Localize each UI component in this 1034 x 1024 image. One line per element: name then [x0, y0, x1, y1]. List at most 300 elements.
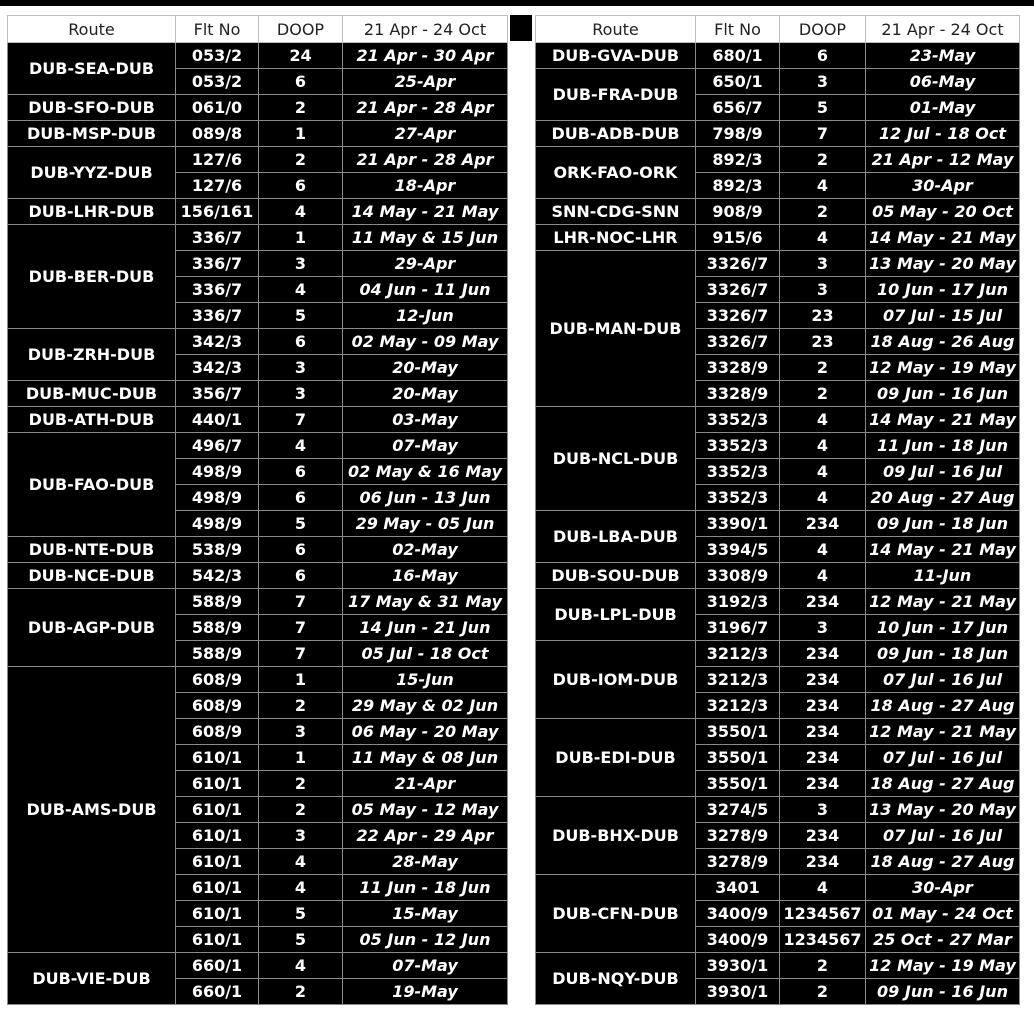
table-row [536, 225, 1020, 251]
flight-number-cell: 3328/9 [696, 381, 780, 407]
column-divider [510, 15, 532, 41]
table-row [536, 563, 1020, 589]
doop-cell: 4 [780, 173, 866, 199]
date-range-cell: 29 May - 05 Jun [343, 511, 508, 537]
doop-cell: 234 [780, 719, 866, 745]
date-range-cell: 03-May [343, 407, 508, 433]
date-range-cell: 09 Jun - 16 Jun [866, 381, 1020, 407]
doop-cell: 2 [780, 199, 866, 225]
doop-cell: 1 [259, 225, 343, 251]
route-cell: DUB-NCE-DUB [8, 563, 176, 589]
date-range-cell: 07-May [343, 953, 508, 979]
doop-cell: 7 [259, 589, 343, 615]
route-cell: DUB-BHX-DUB [536, 797, 696, 875]
route-cell: DUB-LBA-DUB [536, 511, 696, 563]
doop-cell: 7 [259, 641, 343, 667]
date-range-cell: 16-May [343, 563, 508, 589]
header-flight-number: Flt No [176, 16, 259, 43]
date-range-cell: 22 Apr - 29 Apr [343, 823, 508, 849]
route-cell: DUB-NCL-DUB [536, 407, 696, 511]
flight-number-cell: 608/9 [176, 667, 259, 693]
route-cell: DUB-VIE-DUB [8, 953, 176, 1005]
date-range-cell: 01 May - 24 Oct [866, 901, 1020, 927]
date-range-cell: 18 Aug - 27 Aug [866, 693, 1020, 719]
date-range-cell: 11-Jun [866, 563, 1020, 589]
doop-cell: 4 [780, 563, 866, 589]
date-range-cell: 01-May [866, 95, 1020, 121]
table-row [536, 147, 1020, 173]
doop-cell: 4 [780, 225, 866, 251]
table-row [8, 667, 508, 693]
date-range-cell: 21 Apr - 28 Apr [343, 147, 508, 173]
doop-cell: 234 [780, 589, 866, 615]
route-cell: DUB-BER-DUB [8, 225, 176, 329]
date-range-cell: 09 Jun - 16 Jun [866, 979, 1020, 1005]
doop-cell: 2 [259, 979, 343, 1005]
flight-number-cell: 798/9 [696, 121, 780, 147]
flight-number-cell: 3196/7 [696, 615, 780, 641]
flight-number-cell: 3326/7 [696, 303, 780, 329]
flight-number-cell: 588/9 [176, 589, 259, 615]
date-range-cell: 11 Jun - 18 Jun [866, 433, 1020, 459]
flight-number-cell: 608/9 [176, 693, 259, 719]
route-cell: DUB-SFO-DUB [8, 95, 176, 121]
doop-cell: 2 [259, 95, 343, 121]
table-row [8, 589, 508, 615]
flight-number-cell: 053/2 [176, 43, 259, 69]
date-range-cell: 06-May [866, 69, 1020, 95]
doop-cell: 3 [259, 823, 343, 849]
flight-number-cell: 089/8 [176, 121, 259, 147]
doop-cell: 3 [259, 719, 343, 745]
flight-number-cell: 3401 [696, 875, 780, 901]
route-cell: DUB-CFN-DUB [536, 875, 696, 953]
route-cell: DUB-MUC-DUB [8, 381, 176, 407]
route-cell: DUB-MAN-DUB [536, 251, 696, 407]
route-cell: ORK-FAO-ORK [536, 147, 696, 199]
date-range-cell: 18 Aug - 27 Aug [866, 849, 1020, 875]
doop-cell: 6 [259, 69, 343, 95]
table-row [8, 381, 508, 407]
flight-number-cell: 498/9 [176, 459, 259, 485]
flight-number-cell: 3352/3 [696, 459, 780, 485]
route-cell: DUB-FRA-DUB [536, 69, 696, 121]
date-range-cell: 12 May - 21 May [866, 589, 1020, 615]
flight-number-cell: 3390/1 [696, 511, 780, 537]
date-range-cell: 06 May - 20 May [343, 719, 508, 745]
flight-number-cell: 156/161 [176, 199, 259, 225]
flight-number-cell: 3550/1 [696, 745, 780, 771]
flight-number-cell: 498/9 [176, 511, 259, 537]
doop-cell: 5 [259, 927, 343, 953]
flight-number-cell: 053/2 [176, 69, 259, 95]
route-cell: DUB-GVA-DUB [536, 43, 696, 69]
flight-number-cell: 3930/1 [696, 979, 780, 1005]
doop-cell: 4 [780, 875, 866, 901]
flight-number-cell: 610/1 [176, 875, 259, 901]
date-range-cell: 21 Apr - 28 Apr [343, 95, 508, 121]
route-cell: DUB-SEA-DUB [8, 43, 176, 95]
route-cell: DUB-SOU-DUB [536, 563, 696, 589]
route-cell: DUB-FAO-DUB [8, 433, 176, 537]
table-row [536, 199, 1020, 225]
doop-cell: 1234567 [780, 927, 866, 953]
route-cell: DUB-ATH-DUB [8, 407, 176, 433]
flight-number-cell: 610/1 [176, 745, 259, 771]
header-route: Route [536, 16, 696, 43]
right-schedule-table [535, 15, 1020, 1005]
date-range-cell: 30-Apr [866, 173, 1020, 199]
date-range-cell: 12 May - 19 May [866, 355, 1020, 381]
flight-number-cell: 3400/9 [696, 901, 780, 927]
date-range-cell: 18 Aug - 26 Aug [866, 329, 1020, 355]
table-row [536, 511, 1020, 537]
flight-number-cell: 3930/1 [696, 953, 780, 979]
date-range-cell: 25-Apr [343, 69, 508, 95]
date-range-cell: 11 Jun - 18 Jun [343, 875, 508, 901]
doop-cell: 2 [780, 979, 866, 1005]
date-range-cell: 02 May - 09 May [343, 329, 508, 355]
date-range-cell: 07 Jul - 16 Jul [866, 823, 1020, 849]
flight-number-cell: 342/3 [176, 329, 259, 355]
date-range-cell: 07 Jul - 15 Jul [866, 303, 1020, 329]
route-cell: DUB-ZRH-DUB [8, 329, 176, 381]
left-schedule-table [7, 15, 508, 1005]
table-row [536, 641, 1020, 667]
table-row [536, 69, 1020, 95]
flight-number-cell: 608/9 [176, 719, 259, 745]
table-row [8, 537, 508, 563]
doop-cell: 234 [780, 511, 866, 537]
flight-number-cell: 538/9 [176, 537, 259, 563]
flight-number-cell: 3192/3 [696, 589, 780, 615]
date-range-cell: 02 May & 16 May [343, 459, 508, 485]
flight-number-cell: 127/6 [176, 173, 259, 199]
date-range-cell: 15-May [343, 901, 508, 927]
header-doop: DOOP [259, 16, 343, 43]
doop-cell: 6 [259, 459, 343, 485]
date-range-cell: 10 Jun - 17 Jun [866, 615, 1020, 641]
doop-cell: 1 [259, 667, 343, 693]
flight-number-cell: 498/9 [176, 485, 259, 511]
flight-number-cell: 3394/5 [696, 537, 780, 563]
date-range-cell: 07 Jul - 16 Jul [866, 667, 1020, 693]
doop-cell: 6 [259, 485, 343, 511]
date-range-cell: 09 Jul - 16 Jul [866, 459, 1020, 485]
flight-number-cell: 3274/5 [696, 797, 780, 823]
doop-cell: 7 [780, 121, 866, 147]
doop-cell: 3 [780, 69, 866, 95]
table-row [8, 225, 508, 251]
date-range-cell: 18-Apr [343, 173, 508, 199]
date-range-cell: 15-Jun [343, 667, 508, 693]
flight-number-cell: 3278/9 [696, 823, 780, 849]
date-range-cell: 25 Oct - 27 Mar [866, 927, 1020, 953]
date-range-cell: 07 Jul - 16 Jul [866, 745, 1020, 771]
flight-number-cell: 127/6 [176, 147, 259, 173]
doop-cell: 2 [780, 147, 866, 173]
route-cell: DUB-NQY-DUB [536, 953, 696, 1005]
flight-number-cell: 3278/9 [696, 849, 780, 875]
doop-cell: 5 [259, 901, 343, 927]
table-row [536, 953, 1020, 979]
doop-cell: 6 [780, 43, 866, 69]
flight-number-cell: 892/3 [696, 147, 780, 173]
flight-number-cell: 660/1 [176, 979, 259, 1005]
route-cell: DUB-YYZ-DUB [8, 147, 176, 199]
flight-number-cell: 610/1 [176, 797, 259, 823]
flight-number-cell: 3352/3 [696, 407, 780, 433]
date-range-cell: 09 Jun - 18 Jun [866, 641, 1020, 667]
doop-cell: 2 [259, 693, 343, 719]
date-range-cell: 29 May & 02 Jun [343, 693, 508, 719]
table-row [8, 43, 508, 69]
flight-number-cell: 3326/7 [696, 251, 780, 277]
date-range-cell: 14 May - 21 May [866, 537, 1020, 563]
date-range-cell: 05 May - 20 Oct [866, 199, 1020, 225]
doop-cell: 234 [780, 641, 866, 667]
doop-cell: 23 [780, 303, 866, 329]
date-range-cell: 23-May [866, 43, 1020, 69]
doop-cell: 2 [780, 381, 866, 407]
date-range-cell: 30-Apr [866, 875, 1020, 901]
doop-cell: 4 [259, 875, 343, 901]
doop-cell: 6 [259, 173, 343, 199]
doop-cell: 3 [259, 355, 343, 381]
doop-cell: 234 [780, 745, 866, 771]
date-range-cell: 12 May - 21 May [866, 719, 1020, 745]
doop-cell: 4 [259, 277, 343, 303]
doop-cell: 7 [259, 615, 343, 641]
date-range-cell: 10 Jun - 17 Jun [866, 277, 1020, 303]
date-range-cell: 13 May - 20 May [866, 251, 1020, 277]
doop-cell: 2 [259, 797, 343, 823]
doop-cell: 4 [259, 849, 343, 875]
table-row [8, 407, 508, 433]
doop-cell: 4 [259, 433, 343, 459]
route-cell: DUB-MSP-DUB [8, 121, 176, 147]
table-row [536, 407, 1020, 433]
route-cell: SNN-CDG-SNN [536, 199, 696, 225]
doop-cell: 3 [780, 797, 866, 823]
doop-cell: 24 [259, 43, 343, 69]
flight-number-cell: 542/3 [176, 563, 259, 589]
date-range-cell: 14 May - 21 May [343, 199, 508, 225]
flight-number-cell: 656/7 [696, 95, 780, 121]
flight-number-cell: 3328/9 [696, 355, 780, 381]
doop-cell: 234 [780, 849, 866, 875]
table-row [8, 433, 508, 459]
doop-cell: 4 [259, 953, 343, 979]
route-cell: DUB-IOM-DUB [536, 641, 696, 719]
doop-cell: 4 [780, 485, 866, 511]
flight-number-cell: 3326/7 [696, 277, 780, 303]
route-cell: DUB-ADB-DUB [536, 121, 696, 147]
flight-number-cell: 908/9 [696, 199, 780, 225]
doop-cell: 3 [259, 381, 343, 407]
header-flight-number: Flt No [696, 16, 780, 43]
date-range-cell: 05 Jul - 18 Oct [343, 641, 508, 667]
doop-cell: 2 [259, 147, 343, 173]
table-row [536, 875, 1020, 901]
date-range-cell: 12 Jul - 18 Oct [866, 121, 1020, 147]
table-row [8, 95, 508, 121]
doop-cell: 6 [259, 329, 343, 355]
date-range-cell: 02-May [343, 537, 508, 563]
table-row [8, 953, 508, 979]
date-range-cell: 20-May [343, 381, 508, 407]
date-range-cell: 19-May [343, 979, 508, 1005]
date-range-cell: 11 May & 08 Jun [343, 745, 508, 771]
doop-cell: 4 [259, 199, 343, 225]
doop-cell: 234 [780, 667, 866, 693]
date-range-cell: 28-May [343, 849, 508, 875]
doop-cell: 5 [780, 95, 866, 121]
doop-cell: 2 [780, 953, 866, 979]
date-range-cell: 04 Jun - 11 Jun [343, 277, 508, 303]
date-range-cell: 14 May - 21 May [866, 407, 1020, 433]
date-range-cell: 17 May & 31 May [343, 589, 508, 615]
doop-cell: 2 [780, 355, 866, 381]
doop-cell: 3 [780, 615, 866, 641]
flight-number-cell: 3212/3 [696, 641, 780, 667]
date-range-cell: 05 May - 12 May [343, 797, 508, 823]
date-range-cell: 13 May - 20 May [866, 797, 1020, 823]
header-period: 21 Apr - 24 Oct [343, 16, 508, 43]
flight-number-cell: 610/1 [176, 771, 259, 797]
table-row [536, 589, 1020, 615]
doop-cell: 234 [780, 823, 866, 849]
doop-cell: 6 [259, 537, 343, 563]
header-doop: DOOP [780, 16, 866, 43]
date-range-cell: 18 Aug - 27 Aug [866, 771, 1020, 797]
route-cell: DUB-AMS-DUB [8, 667, 176, 953]
flight-number-cell: 588/9 [176, 641, 259, 667]
flight-number-cell: 610/1 [176, 823, 259, 849]
flight-number-cell: 342/3 [176, 355, 259, 381]
left-schedule-panel [7, 15, 507, 1005]
doop-cell: 2 [259, 771, 343, 797]
flight-number-cell: 356/7 [176, 381, 259, 407]
flight-number-cell: 680/1 [696, 43, 780, 69]
date-range-cell: 07-May [343, 433, 508, 459]
date-range-cell: 29-Apr [343, 251, 508, 277]
flight-number-cell: 336/7 [176, 225, 259, 251]
table-row [536, 251, 1020, 277]
route-cell: DUB-LPL-DUB [536, 589, 696, 641]
table-row [8, 121, 508, 147]
table-row [8, 199, 508, 225]
flight-number-cell: 610/1 [176, 927, 259, 953]
top-border [0, 0, 1034, 6]
flight-number-cell: 3212/3 [696, 693, 780, 719]
doop-cell: 234 [780, 771, 866, 797]
doop-cell: 5 [259, 511, 343, 537]
doop-cell: 4 [780, 459, 866, 485]
table-row [8, 329, 508, 355]
doop-cell: 6 [259, 563, 343, 589]
flight-number-cell: 915/6 [696, 225, 780, 251]
flight-number-cell: 3400/9 [696, 927, 780, 953]
doop-cell: 4 [780, 407, 866, 433]
table-row [536, 43, 1020, 69]
date-range-cell: 06 Jun - 13 Jun [343, 485, 508, 511]
flight-number-cell: 3550/1 [696, 771, 780, 797]
flight-number-cell: 336/7 [176, 303, 259, 329]
flight-number-cell: 336/7 [176, 251, 259, 277]
table-row [536, 719, 1020, 745]
date-range-cell: 21 Apr - 30 Apr [343, 43, 508, 69]
table-row [8, 563, 508, 589]
flight-number-cell: 3212/3 [696, 667, 780, 693]
date-range-cell: 14 May - 21 May [866, 225, 1020, 251]
route-cell: DUB-EDI-DUB [536, 719, 696, 797]
date-range-cell: 27-Apr [343, 121, 508, 147]
doop-cell: 23 [780, 329, 866, 355]
date-range-cell: 12 May - 19 May [866, 953, 1020, 979]
flight-number-cell: 3308/9 [696, 563, 780, 589]
date-range-cell: 21 Apr - 12 May [866, 147, 1020, 173]
right-header-row [536, 16, 1020, 43]
doop-cell: 3 [259, 251, 343, 277]
flight-number-cell: 650/1 [696, 69, 780, 95]
doop-cell: 4 [780, 433, 866, 459]
left-header-row [8, 16, 508, 43]
doop-cell: 7 [259, 407, 343, 433]
date-range-cell: 11 May & 15 Jun [343, 225, 508, 251]
flight-number-cell: 3326/7 [696, 329, 780, 355]
table-row [8, 147, 508, 173]
date-range-cell: 21-Apr [343, 771, 508, 797]
header-route: Route [8, 16, 176, 43]
flight-number-cell: 336/7 [176, 277, 259, 303]
header-period: 21 Apr - 24 Oct [866, 16, 1020, 43]
doop-cell: 1 [259, 121, 343, 147]
doop-cell: 3 [780, 277, 866, 303]
date-range-cell: 20-May [343, 355, 508, 381]
flight-number-cell: 660/1 [176, 953, 259, 979]
flight-number-cell: 440/1 [176, 407, 259, 433]
flight-number-cell: 3352/3 [696, 433, 780, 459]
date-range-cell: 09 Jun - 18 Jun [866, 511, 1020, 537]
flight-number-cell: 061/0 [176, 95, 259, 121]
doop-cell: 1 [259, 745, 343, 771]
route-cell: LHR-NOC-LHR [536, 225, 696, 251]
right-table-body [536, 43, 1020, 1005]
flight-number-cell: 588/9 [176, 615, 259, 641]
flight-number-cell: 610/1 [176, 849, 259, 875]
left-table-body [8, 43, 508, 1005]
date-range-cell: 05 Jun - 12 Jun [343, 927, 508, 953]
route-cell: DUB-LHR-DUB [8, 199, 176, 225]
flight-number-cell: 610/1 [176, 901, 259, 927]
route-cell: DUB-NTE-DUB [8, 537, 176, 563]
right-schedule-panel [535, 15, 1019, 1005]
flight-number-cell: 3352/3 [696, 485, 780, 511]
date-range-cell: 14 Jun - 21 Jun [343, 615, 508, 641]
flight-number-cell: 496/7 [176, 433, 259, 459]
doop-cell: 4 [780, 537, 866, 563]
route-cell: DUB-AGP-DUB [8, 589, 176, 667]
table-row [536, 121, 1020, 147]
date-range-cell: 12-Jun [343, 303, 508, 329]
flight-number-cell: 892/3 [696, 173, 780, 199]
doop-cell: 234 [780, 693, 866, 719]
doop-cell: 3 [780, 251, 866, 277]
date-range-cell: 20 Aug - 27 Aug [866, 485, 1020, 511]
flight-number-cell: 3550/1 [696, 719, 780, 745]
doop-cell: 1234567 [780, 901, 866, 927]
